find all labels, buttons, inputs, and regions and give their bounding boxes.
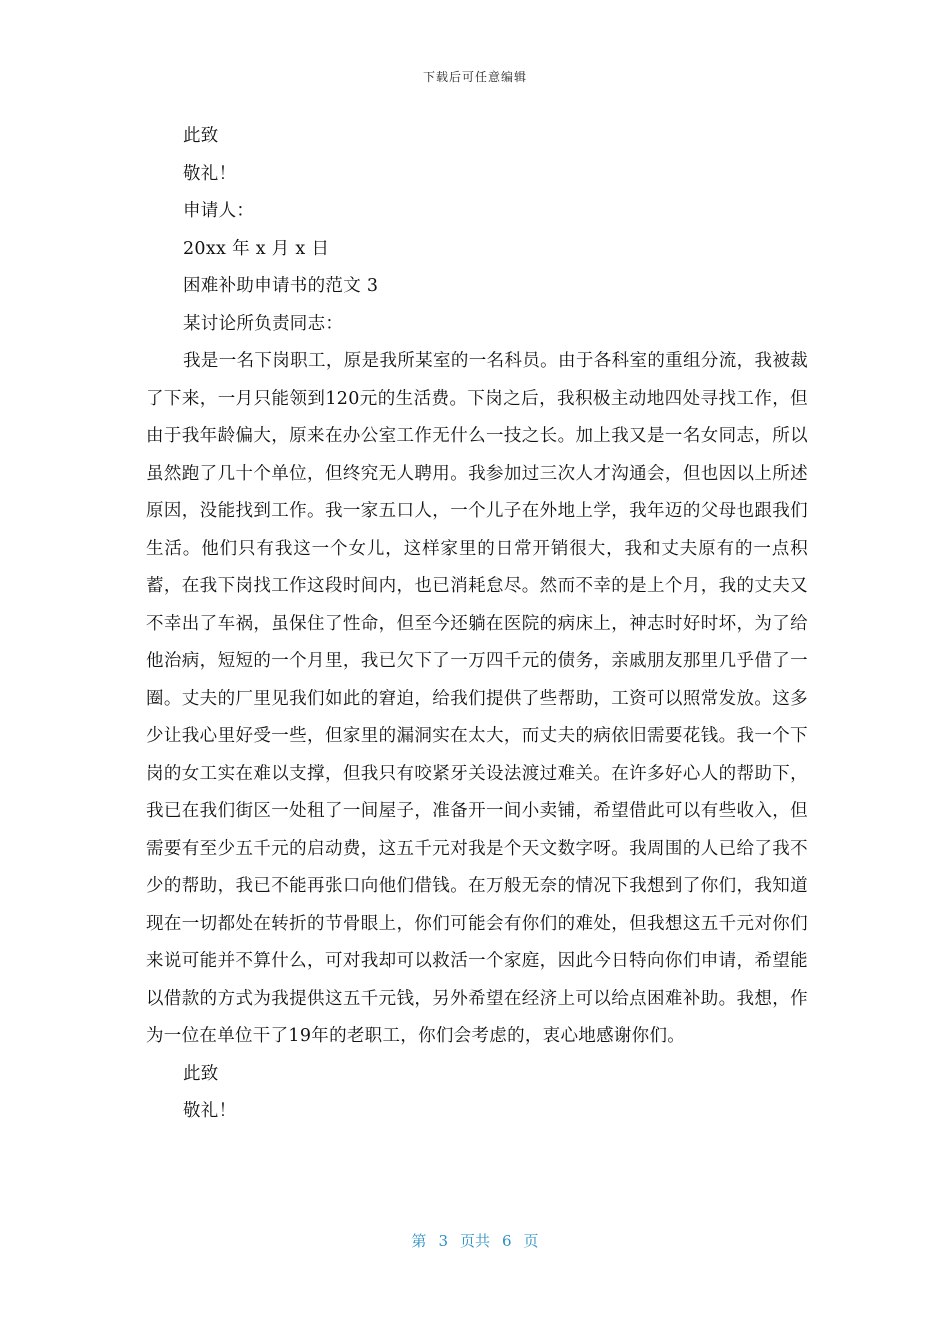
footer-suffix: 页: [523, 1232, 539, 1250]
footer-prefix: 第: [411, 1232, 427, 1250]
letter-body-paragraph: 我是一名下岗职工，原是我所某室的一名科员。由于各科室的重组分流，我被裁了下来，一月只能领到120元的生活费。下岗之后，我积极主动地四处寻找工作，但由于我年龄偏大，原来在办公室工作无什么一技之长。加上我又是一名女同志，所以虽然跑了几十个单位，但终究无人聘用。我参加过三次人才沟通会，但也因以上所述原因，没能找到工作。我一家五口人，一个儿子在外地上学，我年迈的父母也跟我们生活。他们只有我这一个女儿，这样家里的日常开销很大，我和丈夫原有的一点积蓄，在我下岗找工作这段时间内，也已消耗怠尽。然而不幸的是上个月，我的丈夫又不幸出了车祸，虽保住了性命，但至今还躺在医院的病床上，神志时好时坏，为了给他治病，短短的一个月里，我已欠下了一万四千元的债务，亲戚朋友那里几乎借了一圈。丈夫的厂里见我们如此的窘迫，给我们提供了些帮助，工资可以照常发放。这多少让我心里好受一些，但家里的漏洞实在太大，而丈夫的病依旧需要花钱。我一个下岗的女工实在难以支撑，但我只有咬紧牙关设法渡过难关。在许多好心人的帮助下，我已在我们街区一处租了一间屋子，准备开一间小卖铺，希望借此可以有些收入，但需要有至少五千元的启动费，这五千元对我是个天文数字呀。我周围的人已给了我不少的帮助，我已不能再张口向他们借钱。在万般无奈的情况下我想到了你们，我知道现在一切都处在转折的节骨眼上，你们可能会有你们的难处，但我想这五千元对你们来说可能并不算什么，可对我却可以救活一个家庭，因此今日特向你们申请，希望能以借款的方式为我提供这五千元钱，另外希望在经济上可以给点困难补助。我想，作为一位在单位干了19年的老职工，你们会考虑的，衷心地感谢你们。: [146, 351, 808, 1046]
section-title: 困难补助申请书的范文 3: [183, 276, 379, 296]
footer-middle: 页共: [459, 1232, 490, 1250]
footer-current-page: 3: [438, 1232, 448, 1250]
applicant-line: 申请人：: [183, 201, 255, 221]
closing-line-2: 此致: [183, 1063, 219, 1084]
salute-line-2: 敬礼！: [183, 1101, 237, 1121]
closing-line: 此致: [183, 126, 219, 146]
page-header-note: 下载后可任意编辑: [422, 70, 527, 84]
greeting-line: 某讨论所负责同志：: [183, 313, 344, 334]
date-line: 20xx 年 x 月 x 日: [183, 238, 330, 259]
letter-content: [146, 118, 808, 1131]
footer-total-pages: 6: [502, 1232, 512, 1250]
salute-line: 敬礼！: [183, 163, 237, 184]
page-footer: [0, 1230, 950, 1251]
